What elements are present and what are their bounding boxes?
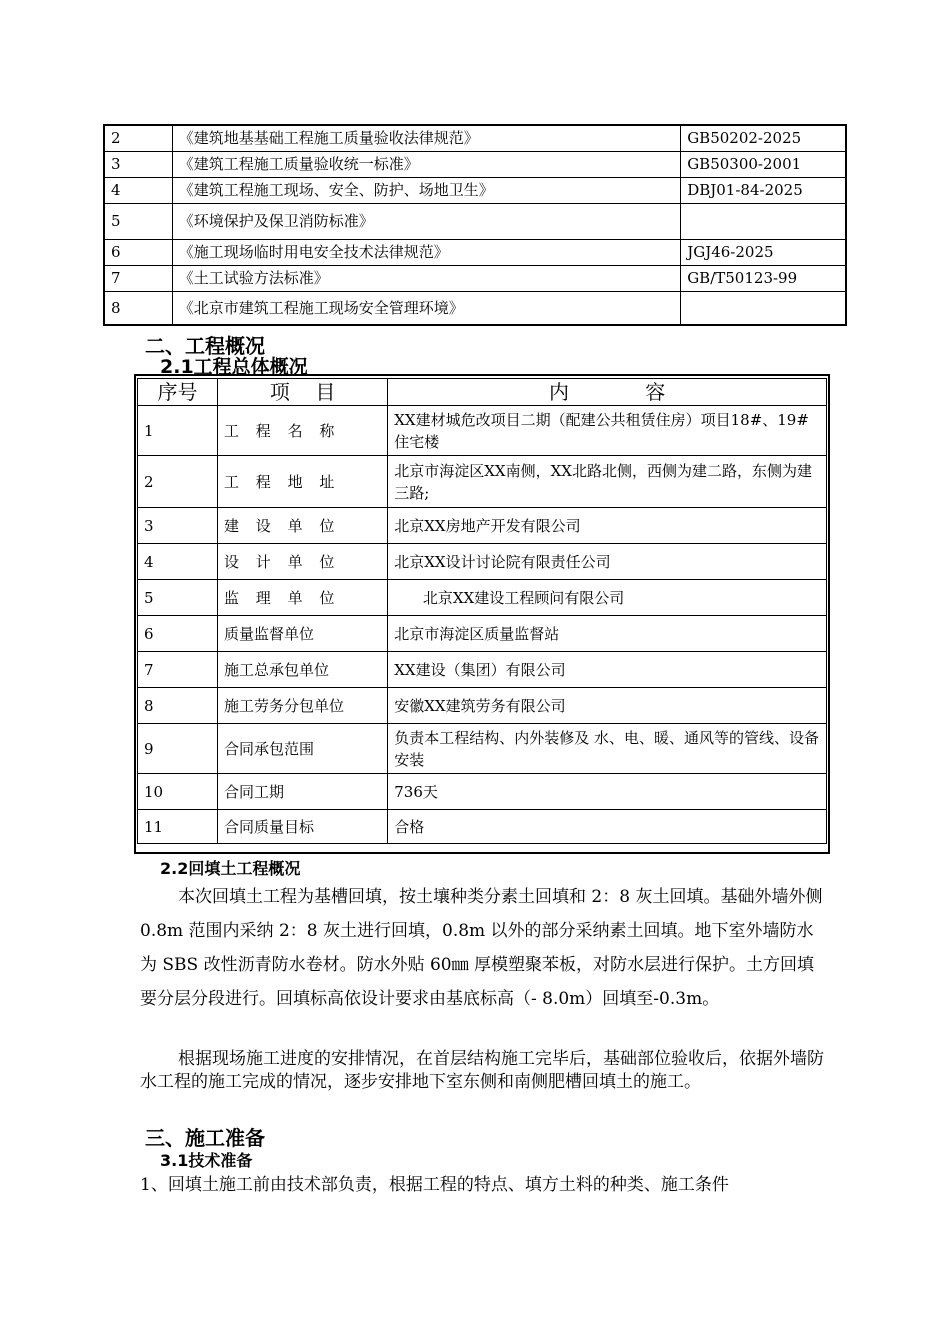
overview-content: 安徽XX建筑劳务有限公司 — [388, 688, 827, 724]
overview-no: 6 — [138, 616, 218, 652]
overview-item: 合同工期 — [218, 774, 388, 810]
overview-no: 4 — [138, 544, 218, 580]
overview-content: 北京XX房地产开发有限公司 — [388, 508, 827, 544]
overview-no: 11 — [138, 810, 218, 844]
overview-item: 设 计 单 位 — [218, 544, 388, 580]
standard-row — [104, 291, 846, 325]
overview-row — [138, 774, 827, 810]
standards-table — [103, 124, 847, 326]
overview-table-header — [138, 379, 827, 406]
standard-no: 3 — [104, 151, 172, 177]
overview-row — [138, 652, 827, 688]
overview-content: XX建材城危改项目二期（配建公共租赁住房）项目18#、19#住宅楼 — [388, 406, 827, 456]
standard-code: JGJ46-2025 — [681, 239, 846, 265]
standard-row — [104, 239, 846, 265]
overview-no: 7 — [138, 652, 218, 688]
standard-name: 《建筑地基基础工程施工质量验收法律规范》 — [172, 125, 680, 151]
backfill-paragraph-1: 本次回填土工程为基槽回填，按土壤种类分素土回填和 2：8 灰土回填。基础外墙外侧 0.8m 范围内采纳 2：8 灰土进行回填，0.8m 以外的部分采纳素土回填。地下室外墙防水为 SBS 改性沥青防水卷材。防水外贴 60㎜ 厚模塑聚苯板，对防水层进行保护。土方回填要分层分段进行。回填标高依设计要求由基底标高（- 8.0m）回填至-0.3m。 — [140, 887, 823, 1009]
standard-name: 《建筑工程施工质量验收统一标准》 — [172, 151, 680, 177]
overview-row — [138, 456, 827, 508]
overview-no: 10 — [138, 774, 218, 810]
overview-row — [138, 406, 827, 456]
overview-item: 合同质量目标 — [218, 810, 388, 844]
header-item: 项 目 — [218, 379, 388, 406]
standard-name: 《施工现场临时用电安全技术法律规范》 — [172, 239, 680, 265]
backfill-paragraph-2: 根据现场施工进度的安排情况，在首层结构施工完毕后，基础部位验收后，依据外墙防水工程的施工完成的情况，逐步安排地下室东侧和南侧肥槽回填土的施工。 — [140, 1049, 824, 1092]
section-2-2-title: 2.2回填土工程概况 — [160, 859, 301, 878]
standard-name: 《环境保护及保卫消防标准》 — [172, 203, 680, 239]
overview-content: XX建设（集团）有限公司 — [388, 652, 827, 688]
overview-no: 2 — [138, 456, 218, 508]
overview-row — [138, 810, 827, 844]
overview-row — [138, 724, 827, 774]
standard-row — [104, 151, 846, 177]
standard-row — [104, 177, 846, 203]
overview-row — [138, 688, 827, 724]
overview-item: 施工劳务分包单位 — [218, 688, 388, 724]
header-content: 内 容 — [388, 379, 827, 406]
overview-no: 5 — [138, 580, 218, 616]
standard-no: 8 — [104, 291, 172, 325]
overview-content: 北京XX建设工程顾问有限公司 — [388, 580, 827, 616]
standard-code: GB/T50123-99 — [681, 265, 846, 291]
overview-item: 建 设 单 位 — [218, 508, 388, 544]
tech-prep-item-1: 1、回填土施工前由技术部负责，根据工程的特点、填方土料的种类、施工条件 — [140, 1175, 729, 1195]
overview-content: 北京XX设计讨论院有限责任公司 — [388, 544, 827, 580]
standard-code: DBJ01-84-2025 — [681, 177, 846, 203]
overview-no: 1 — [138, 406, 218, 456]
overview-item: 合同承包范围 — [218, 724, 388, 774]
overview-table — [137, 378, 827, 844]
overview-item: 工 程 名 称 — [218, 406, 388, 456]
overview-content: 736天 — [388, 774, 827, 810]
standard-no: 2 — [104, 125, 172, 151]
standard-row — [104, 265, 846, 291]
overview-item: 质量监督单位 — [218, 616, 388, 652]
overview-content: 北京市海淀区XX南侧，XX北路北侧，西侧为建二路，东侧为建三路; — [388, 456, 827, 508]
overview-row — [138, 544, 827, 580]
section-2-1-title: 2.1工程总体概况 — [160, 356, 308, 378]
standard-no: 6 — [104, 239, 172, 265]
overview-no: 9 — [138, 724, 218, 774]
standard-name: 《土工试验方法标准》 — [172, 265, 680, 291]
overview-no: 8 — [138, 688, 218, 724]
standard-code: GB50202-2025 — [681, 125, 846, 151]
standard-code: GB50300-2001 — [681, 151, 846, 177]
overview-row — [138, 580, 827, 616]
overview-item: 监 理 单 位 — [218, 580, 388, 616]
section-2-title: 二、工程概况 — [145, 334, 265, 358]
standard-no: 4 — [104, 177, 172, 203]
standard-name: 《建筑工程施工现场、安全、防护、场地卫生》 — [172, 177, 680, 203]
standard-code — [681, 291, 846, 325]
overview-row — [138, 616, 827, 652]
overview-content: 负责本工程结构、内外装修及 水、电、暖、通风等的管线、设备安装 — [388, 724, 827, 774]
standard-no: 7 — [104, 265, 172, 291]
section-3-1-title: 3.1技术准备 — [160, 1151, 253, 1170]
standard-row — [104, 203, 846, 239]
section-3-title: 三、施工准备 — [145, 1126, 265, 1150]
standard-code — [681, 203, 846, 239]
overview-content: 合格 — [388, 810, 827, 844]
header-no: 序号 — [138, 379, 218, 406]
overview-no: 3 — [138, 508, 218, 544]
standard-no: 5 — [104, 203, 172, 239]
standard-row — [104, 125, 846, 151]
overview-row — [138, 508, 827, 544]
overview-content: 北京市海淀区质量监督站 — [388, 616, 827, 652]
overview-item: 工 程 地 址 — [218, 456, 388, 508]
standard-name: 《北京市建筑工程施工现场安全管理环境》 — [172, 291, 680, 325]
overview-item: 施工总承包单位 — [218, 652, 388, 688]
